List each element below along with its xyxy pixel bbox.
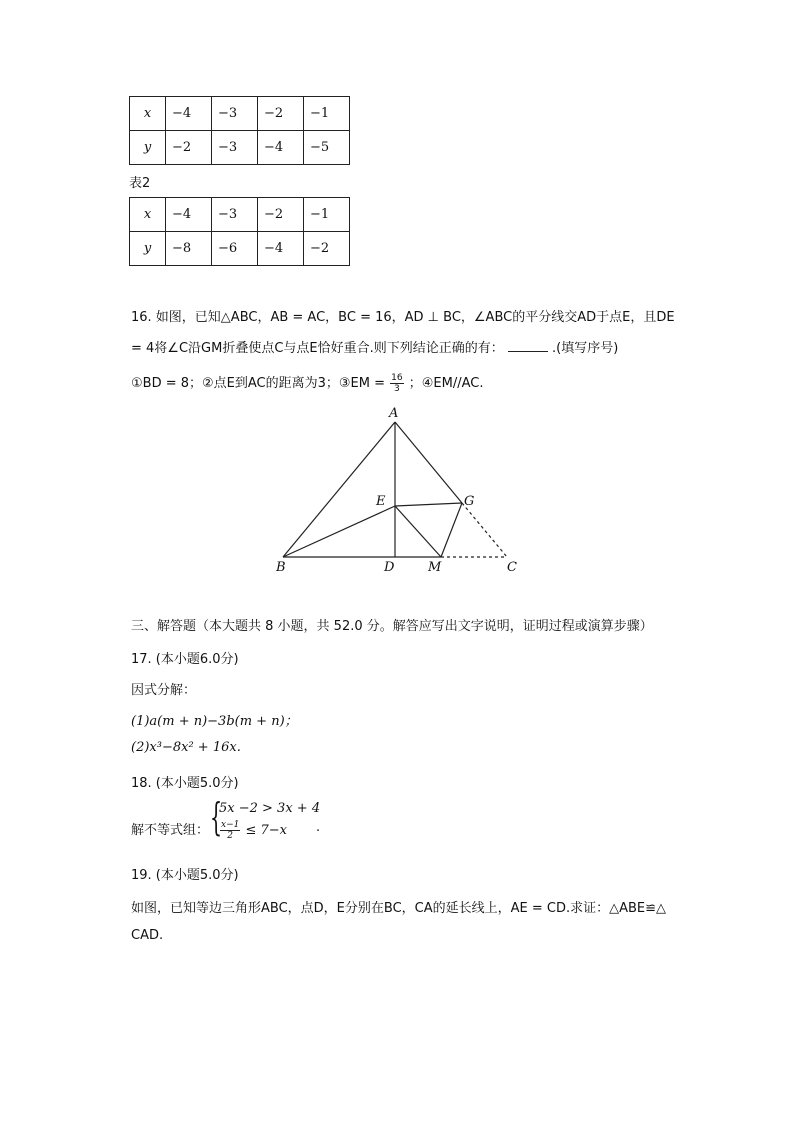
table-row (130, 97, 350, 131)
segment-eg (395, 503, 462, 506)
brace-icon: { (210, 795, 223, 839)
question-16-line-2 (131, 337, 618, 356)
label-c: C (507, 560, 517, 575)
triangle-figure (270, 400, 530, 580)
value-table-1 (129, 96, 350, 165)
table-cell: −3 (212, 198, 258, 232)
segment-ab (283, 422, 395, 557)
inequality-2 (219, 820, 287, 841)
table-cell: −2 (258, 97, 304, 131)
question-16-hint: .(填写序号) (552, 341, 619, 356)
question-19-line-1: 如图，已知等边三角形ABC，点D，E分别在BC，CA的延长线上，AE = CD.求证：△ABE≌△ (131, 901, 667, 916)
options-text-b: ；④EM//AC. (408, 376, 484, 391)
table-row (130, 232, 350, 266)
table-row (130, 131, 350, 165)
table-cell: −5 (304, 131, 350, 165)
table-cell: −3 (212, 131, 258, 165)
answer-blank (508, 339, 548, 352)
table-header-cell: y (130, 131, 166, 165)
table-cell: −4 (258, 131, 304, 165)
label-g: G (464, 494, 475, 509)
fraction-denominator: 3 (394, 384, 400, 394)
table-cell: −1 (304, 97, 350, 131)
section-heading: 三、解答题（本大题共 8 小题，共 52.0 分。解答应写出文字说明，证明过程或演算步骤） (131, 619, 653, 634)
table-2-caption: 表2 (129, 176, 151, 191)
label-d: D (384, 560, 395, 575)
segment-be (283, 506, 395, 557)
label-e: E (376, 494, 386, 509)
question-17-title: 17. (本小题6.0分) (131, 652, 239, 667)
table-header-cell: x (130, 97, 166, 131)
fraction (220, 820, 240, 841)
inequality-2-rest: ≤ 7−x (245, 823, 288, 838)
fraction-numerator: 16 (391, 373, 403, 383)
table-cell: −4 (166, 198, 212, 232)
table-cell: −2 (258, 198, 304, 232)
question-17-prompt: 因式分解： (131, 683, 197, 698)
question-16-text: = 4将∠C沿GM折叠使点C与点E恰好重合.则下列结论正确的有： (131, 341, 504, 356)
label-b: B (276, 560, 286, 575)
table-cell: −2 (304, 232, 350, 266)
table-row (130, 198, 350, 232)
question-17-item-2: (2)x³−8x² + 16x. (131, 740, 241, 755)
table-cell: −4 (166, 97, 212, 131)
table-cell: −2 (166, 131, 212, 165)
inequality-1: 5x −2 > 3x + 4 (219, 801, 321, 816)
options-text-a: ①BD = 8；②点E到AC的距离为3；③EM = (131, 376, 390, 391)
segment-gm (441, 503, 462, 557)
table-cell: −8 (166, 232, 212, 266)
segment-ag (395, 422, 462, 503)
table-cell: −3 (212, 97, 258, 131)
fraction-numerator: x−1 (221, 820, 240, 830)
label-m: M (428, 560, 442, 575)
question-17-item-1: (1)a(m + n)−3b(m + n)； (131, 714, 298, 729)
question-16-line-1: 16. 如图，已知△ABC，AB = AC，BC = 16，AD ⊥ BC，∠ABC的平分线交AD于点E，且DE (131, 310, 675, 325)
question-19-line-2: CAD. (131, 928, 164, 943)
inequality-end: . (316, 820, 321, 835)
question-18-title: 18. (本小题5.0分) (131, 776, 239, 791)
table-header-cell: y (130, 232, 166, 266)
table-cell: −4 (258, 232, 304, 266)
question-16-options (131, 372, 483, 394)
label-a: A (389, 406, 399, 421)
table-cell: −1 (304, 198, 350, 232)
value-table-2 (129, 197, 350, 266)
fraction-denominator: 2 (227, 831, 234, 841)
table-header-cell: x (130, 198, 166, 232)
question-19-title: 19. (本小题5.0分) (131, 868, 239, 883)
segment-em (395, 506, 441, 557)
question-18-prompt: 解不等式组： (131, 823, 210, 838)
fraction (390, 373, 403, 394)
segment-gc-dashed (462, 503, 507, 557)
table-cell: −6 (212, 232, 258, 266)
